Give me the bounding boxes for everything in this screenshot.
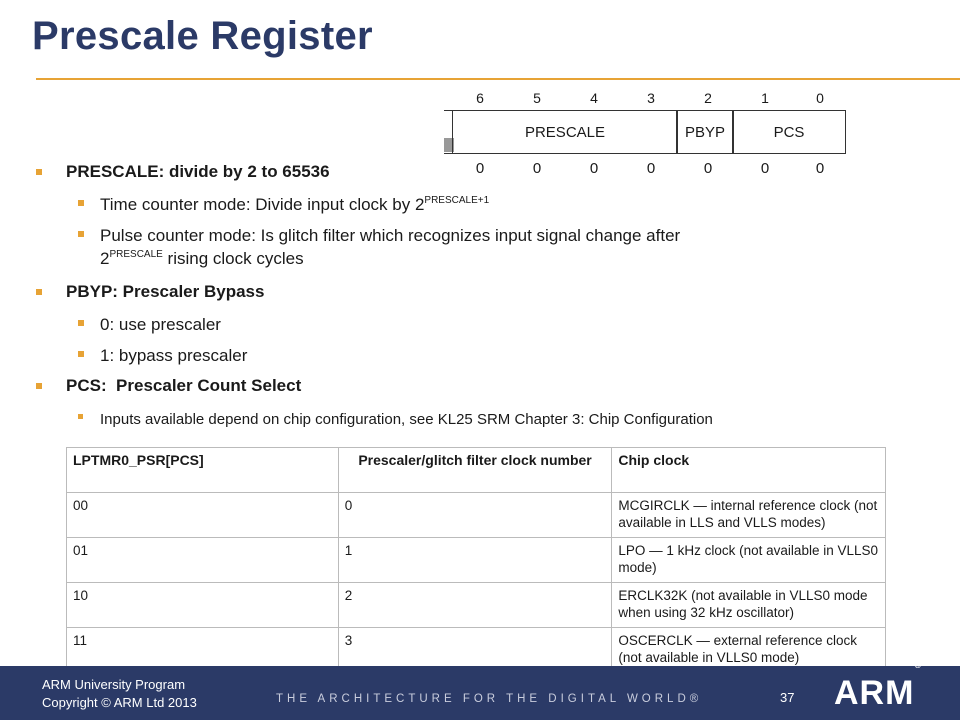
table-cell: 01 [67, 538, 339, 583]
table-cell: 11 [67, 628, 339, 673]
table-header-row [67, 448, 886, 493]
pulse-mode-tail: rising clock cycles [162, 249, 304, 268]
table-cell: LPO — 1 kHz clock (not available in VLLS0 mode) [612, 538, 886, 583]
table-cell: 1 [338, 538, 612, 583]
pulse-mode-base: 2 [100, 249, 110, 268]
bit-number: 2 [704, 90, 712, 106]
table-header: LPTMR0_PSR[PCS] [67, 448, 339, 493]
footer-credits [42, 676, 197, 712]
register-diagram [440, 86, 860, 186]
table-cell: MCGIRCLK — internal reference clock (not available in LLS and VLLS modes) [612, 493, 886, 538]
footer-program: ARM University Program [42, 677, 186, 692]
pulse-mode-line2 [100, 247, 680, 270]
field-prescale: PRESCALE [452, 110, 678, 154]
bit-number: 3 [647, 90, 655, 106]
reset-value: 0 [475, 160, 485, 177]
field-pbyp: PBYP [676, 110, 734, 154]
time-mode-exponent: PRESCALE+1 [424, 195, 490, 206]
pcs-table [66, 447, 886, 673]
bullet-marker [78, 414, 83, 419]
table-cell: 2 [338, 583, 612, 628]
arm-logo [834, 660, 923, 713]
table-row [67, 538, 886, 583]
table-row [67, 583, 886, 628]
reset-value: 0 [815, 160, 825, 177]
bit-number: 4 [590, 90, 598, 106]
bullet-label: PBYP: Prescaler Bypass [66, 282, 265, 301]
pulse-mode-exponent: PRESCALE [109, 249, 163, 260]
table-header: Prescaler/glitch filter clock number [338, 448, 612, 493]
bullet-marker [78, 320, 84, 326]
bullet-label: PCS: Prescaler Count Select [66, 376, 302, 395]
bullet-marker [78, 200, 84, 206]
bit-number: 0 [816, 90, 824, 106]
logo-text: ARM [834, 674, 915, 712]
table-cell: 00 [67, 493, 339, 538]
reset-value: 0 [589, 160, 599, 177]
bullet-marker [78, 351, 84, 357]
bullet-marker [36, 169, 42, 175]
bullet-text: Inputs available depend on chip configuration, see KL25 SRM Chapter 3: Chip Configuration [100, 411, 713, 428]
reset-value: 0 [646, 160, 656, 177]
logo-mark: ® [914, 660, 923, 670]
reset-value: 0 [703, 160, 713, 177]
bullet-label: PRESCALE: divide by 2 to 65536 [66, 162, 330, 181]
reset-value: 0 [532, 160, 542, 177]
footer-copyright: Copyright © ARM Ltd 2013 [42, 695, 197, 710]
footer-tagline: THE ARCHITECTURE FOR THE DIGITAL WORLD® [276, 693, 703, 705]
table-cell: 10 [67, 583, 339, 628]
bit-number: 6 [476, 90, 484, 106]
table-cell: 0 [338, 493, 612, 538]
table-cell: ERCLK32K (not available in VLLS0 mode when using 32 kHz oscillator) [612, 583, 886, 628]
bit-number: 5 [533, 90, 541, 106]
table-cell: OSCERCLK — external reference clock (not available in VLLS0 mode) [612, 628, 886, 673]
reset-value: 0 [760, 160, 770, 177]
table-header: Chip clock [612, 448, 886, 493]
page-title: Prescale Register [32, 14, 373, 58]
bullet-text: 0: use prescaler [100, 315, 221, 334]
time-mode-text: Time counter mode: Divide input clock by 2 [100, 195, 425, 214]
bullet-text: 1: bypass prescaler [100, 346, 248, 365]
pulse-mode-line1: Pulse counter mode: Is glitch filter which recognizes input signal change after [100, 226, 681, 245]
bullet-marker [36, 383, 42, 389]
bullet-marker [78, 231, 84, 237]
page-number: 37 [780, 690, 795, 705]
field-pcs: PCS [732, 110, 846, 154]
title-divider [36, 78, 960, 80]
bullet-text [100, 193, 489, 216]
bit-number: 1 [761, 90, 769, 106]
bullet-text [100, 224, 680, 270]
bullet-marker [36, 289, 42, 295]
footer-bar [0, 660, 960, 720]
table-cell: 3 [338, 628, 612, 673]
table-row [67, 493, 886, 538]
